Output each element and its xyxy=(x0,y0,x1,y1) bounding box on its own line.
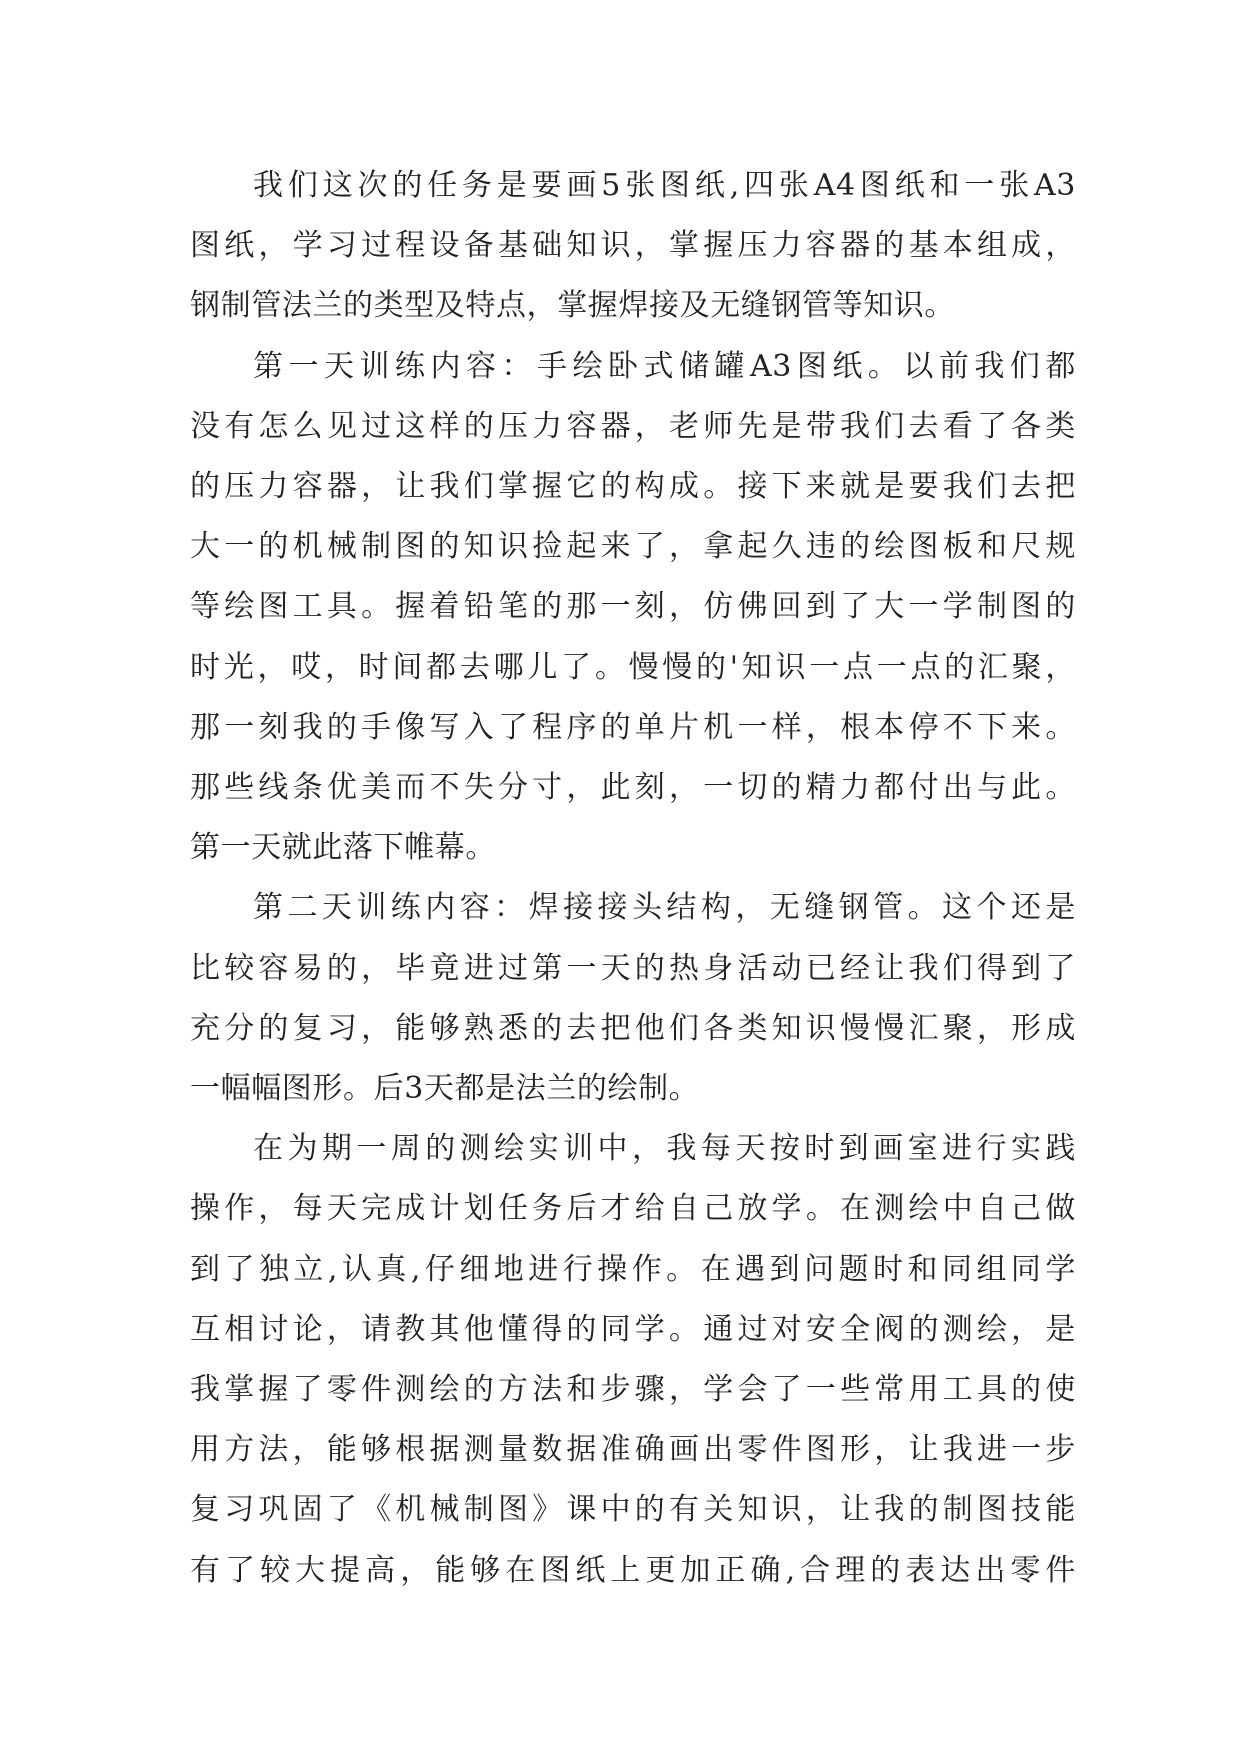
text-line: 充分的复习，能够熟悉的去把他们各类知识慢慢汇聚，形成 xyxy=(190,1010,1076,1046)
text-line: 操作，每天完成计划任务后才给自己放学。在测绘中自己做 xyxy=(190,1191,1076,1227)
text-line: 时光，哎，时间都去哪儿了。慢慢的'知识一点一点的汇聚， xyxy=(190,649,1076,685)
text-line: 复习巩固了《机械制图》课中的有关知识，让我的制图技能 xyxy=(190,1492,1076,1528)
text-line: 第一天训练内容：手绘卧式储罐A3图纸。以前我们都 xyxy=(253,348,1076,384)
text-line: 钢制管法兰的类型及特点，掌握焊接及无缝钢管等知识。 xyxy=(190,288,955,324)
text-line: 比较容易的，毕竟进过第一天的热身活动已经让我们得到了 xyxy=(190,950,1076,986)
text-line: 等绘图工具。握着铅笔的那一刻，仿佛回到了大一学制图的 xyxy=(190,589,1076,625)
text-line: 在为期一周的测绘实训中，我每天按时到画室进行实践 xyxy=(253,1131,1076,1167)
paragraph-reflection xyxy=(190,1119,1076,1601)
text-line: 互相讨论，请教其他懂得的同学。通过对安全阀的测绘，是 xyxy=(190,1311,1076,1347)
paragraph-day-two xyxy=(190,878,1076,1119)
text-line: 一幅幅图形。后3天都是法兰的绘制。 xyxy=(190,1071,700,1107)
text-line: 有了较大提高，能够在图纸上更加正确,合理的表达出零件 xyxy=(190,1552,1076,1588)
text-line: 到了独立,认真,仔细地进行操作。在遇到问题时和同组同学 xyxy=(190,1251,1076,1287)
text-line: 第二天训练内容：焊接接头结构，无缝钢管。这个还是 xyxy=(253,890,1076,926)
text-line: 那一刻我的手像写入了程序的单片机一样，根本停不下来。 xyxy=(190,709,1076,745)
paragraph-day-one xyxy=(190,337,1076,879)
text-line: 我们这次的任务是要画5张图纸,四张A4图纸和一张A3 xyxy=(253,168,1076,203)
text-line: 我掌握了零件测绘的方法和步骤，学会了一些常用工具的使 xyxy=(190,1372,1076,1408)
paragraph-task-overview xyxy=(190,156,1076,337)
text-line: 大一的机械制图的知识捡起来了，拿起久违的绘图板和尺规 xyxy=(190,529,1076,565)
text-line: 用方法，能够根据测量数据准确画出零件图形，让我进一步 xyxy=(190,1432,1076,1468)
text-line: 第一天就此落下帷幕。 xyxy=(190,830,496,866)
text-line: 没有怎么见过这样的压力容器，老师先是带我们去看了各类 xyxy=(190,408,1076,444)
text-line: 的压力容器，让我们掌握它的构成。接下来就是要我们去把 xyxy=(190,469,1076,505)
document-page xyxy=(190,156,1076,1601)
text-line: 图纸，学习过程设备基础知识，掌握压力容器的基本组成， xyxy=(190,228,1076,264)
text-line: 那些线条优美而不失分寸，此刻，一切的精力都付出与此。 xyxy=(190,770,1076,806)
